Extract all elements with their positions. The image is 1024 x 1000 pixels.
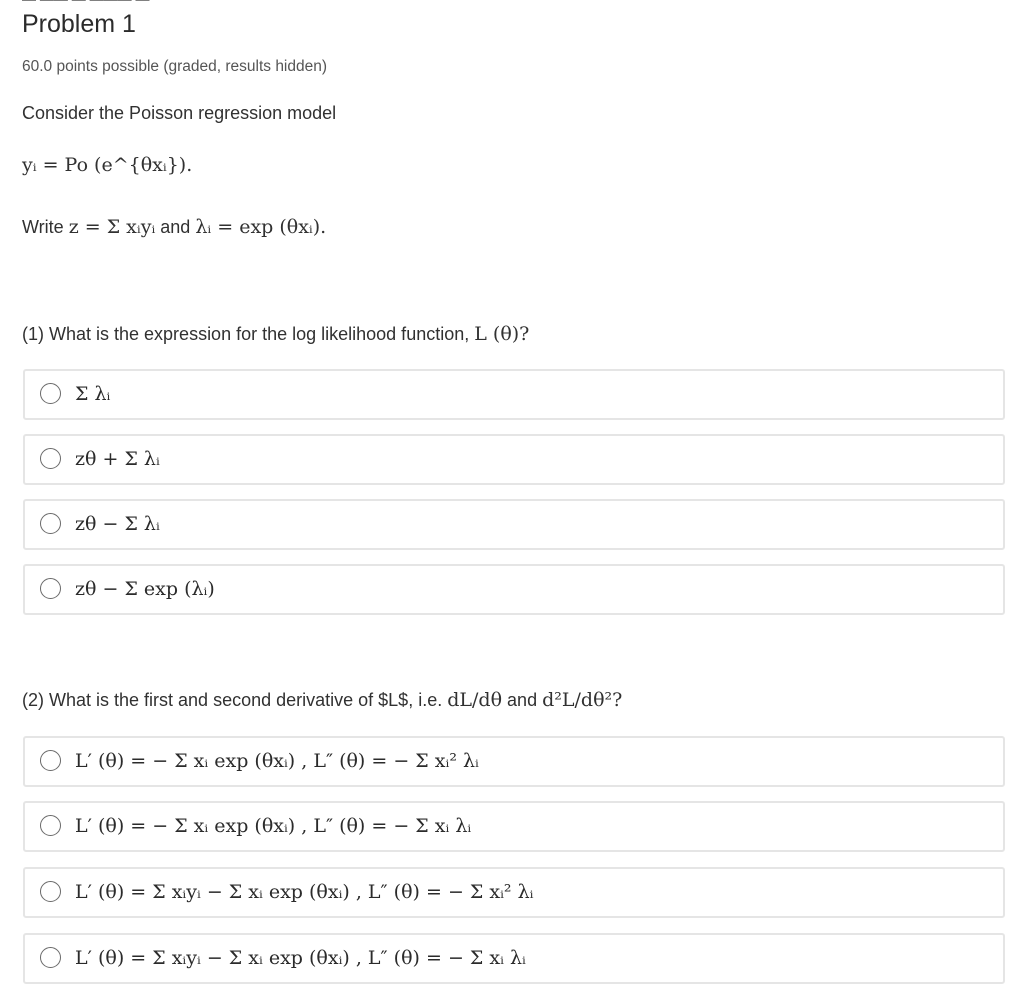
q2-option-4[interactable]: [23, 933, 1005, 984]
q2-prompt-math-first: dL/dθ: [447, 689, 503, 711]
z-definition: z = Σ xᵢyᵢ: [68, 216, 156, 238]
lambda-definition: λᵢ = exp (θxᵢ).: [195, 216, 327, 238]
radio-button[interactable]: [40, 815, 61, 836]
write-and: and: [160, 217, 191, 237]
q2-option-2-label: L′ (θ) = − Σ xᵢ exp (θxᵢ) , L″ (θ) = − Σ xᵢ λᵢ: [75, 815, 472, 837]
radio-button[interactable]: [40, 513, 61, 534]
q2-prompt-text: (2) What is the first and second derivative of $L$, i.e.: [22, 690, 443, 710]
clipped-header-text: [22, 0, 150, 7]
points-possible: 60.0 points possible (graded, results hidden): [22, 58, 328, 75]
q2-option-2[interactable]: [23, 801, 1005, 852]
write-definitions: [22, 216, 326, 238]
q2-option-3[interactable]: [23, 867, 1005, 918]
radio-button[interactable]: [40, 578, 61, 599]
q2-option-1[interactable]: [23, 736, 1005, 787]
q2-option-1-label: L′ (θ) = − Σ xᵢ exp (θxᵢ) , L″ (θ) = − Σ xᵢ² λᵢ: [75, 750, 479, 772]
q1-prompt-text: (1) What is the expression for the log likelihood function,: [22, 324, 470, 344]
model-formula: yᵢ = Po (e^{θxᵢ}).: [22, 154, 193, 176]
q2-option-4-label: L′ (θ) = Σ xᵢyᵢ − Σ xᵢ exp (θxᵢ) , L″ (θ) = − Σ xᵢ λᵢ: [75, 947, 526, 969]
q1-option-3-label: zθ − Σ λᵢ: [75, 513, 160, 535]
write-prefix: Write: [22, 217, 64, 237]
q2-prompt-math-second: d²L/dθ²?: [542, 689, 623, 711]
radio-button[interactable]: [40, 448, 61, 469]
q1-option-2-label: zθ + Σ λᵢ: [75, 448, 160, 470]
q2-option-3-label: L′ (θ) = Σ xᵢyᵢ − Σ xᵢ exp (θxᵢ) , L″ (θ) = − Σ xᵢ² λᵢ: [75, 881, 534, 903]
q1-prompt-math: L (θ)?: [474, 323, 530, 345]
q1-option-1-label: Σ λᵢ: [75, 383, 111, 405]
q1-option-4-label: zθ − Σ exp (λᵢ): [75, 578, 215, 600]
radio-button[interactable]: [40, 750, 61, 771]
problem-title: Problem 1: [22, 10, 136, 38]
q2-prompt: [22, 689, 622, 711]
q1-option-1[interactable]: [23, 369, 1005, 420]
q1-option-3[interactable]: [23, 499, 1005, 550]
model-description: Consider the Poisson regression model: [22, 103, 337, 123]
q1-prompt: [22, 323, 529, 345]
radio-button[interactable]: [40, 947, 61, 968]
q1-option-2[interactable]: [23, 434, 1005, 485]
radio-button[interactable]: [40, 383, 61, 404]
q1-option-4[interactable]: [23, 564, 1005, 615]
q2-prompt-and: and: [507, 690, 538, 710]
radio-button[interactable]: [40, 881, 61, 902]
